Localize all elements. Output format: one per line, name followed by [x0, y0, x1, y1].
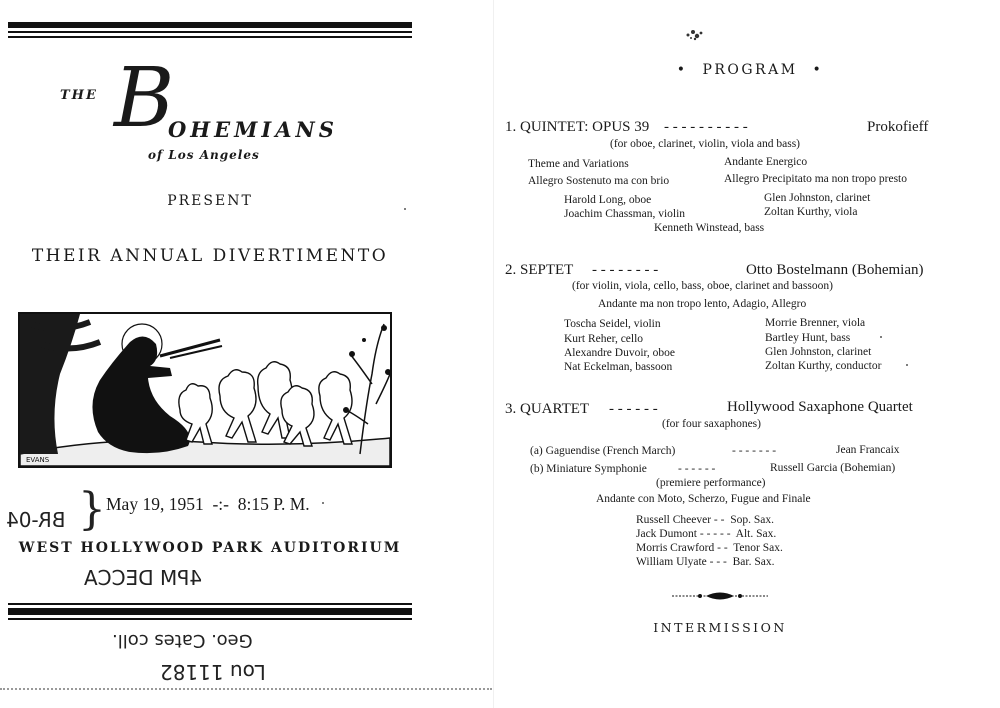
piece-1-movement: Andante Energico: [724, 156, 808, 168]
piece-1-performer: Kenneth Winstead, bass: [654, 222, 765, 234]
bottom-rule-thin-1: [8, 603, 412, 605]
present-text: PRESENT: [167, 193, 253, 209]
title-initial-b: B: [114, 51, 175, 146]
piece-3-dashes: - - - - - -: [609, 401, 658, 417]
piece-1-movement: Allegro Sostenuto ma con brio: [528, 175, 670, 187]
piece-3-work-a-dashes: - - - - - - -: [732, 445, 777, 457]
piece-3-composer: Hollywood Saxaphone Quartet: [727, 399, 913, 415]
piece-3-movements: Andante con Moto, Scherzo, Fugue and Finale: [596, 493, 811, 505]
page-fold: [493, 0, 494, 708]
piece-1-instrumentation: (for oboe, clarinet, violin, viola and bass): [610, 138, 801, 150]
scan-speck: [906, 364, 908, 366]
scan-speck: [880, 336, 882, 338]
piece-2-composer: Otto Bostelmann (Bohemian): [746, 262, 924, 278]
illustration-signature: EVANS: [26, 456, 50, 464]
piece-2-performer: Toscha Seidel, violin: [564, 318, 661, 330]
piece-1-movement: Allegro Precipitato ma non tropo presto: [724, 173, 908, 185]
piece-2-title: 2. SEPTET: [505, 262, 574, 278]
piece-3-work-b-composer: Russell Garcia (Bohemian): [770, 462, 896, 474]
piece-1-movement: Theme and Variations: [528, 158, 629, 170]
bottom-rule-thin-2: [8, 618, 412, 620]
piece-1-performer: Joachim Chassman, violin: [564, 208, 686, 220]
program-heading: [510, 62, 990, 78]
heading-dot-right: •: [812, 62, 824, 78]
piece-1-dashes: - - - - - - - - - -: [664, 119, 748, 135]
ink-blot: [684, 28, 706, 42]
piece-2-movements: Andante ma non tropo lento, Adagio, Allegro: [598, 298, 807, 310]
piece-3-work-b: (b) Miniature Symphonie: [530, 463, 647, 475]
top-rule-thin-1: [8, 31, 412, 33]
illustration-frame: [18, 312, 392, 468]
heading-dot-left: •: [676, 62, 688, 78]
annual-divertimento-heading: THEIR ANNUAL DIVERTIMENTO: [31, 246, 389, 266]
piece-3-performer: William Ulyate - - - Bar. Sax.: [636, 556, 775, 568]
piece-2-performer: Bartley Hunt, bass: [765, 332, 851, 344]
title-bohemians: OHEMIANS: [168, 117, 338, 142]
piece-3-premiere-note: (premiere performance): [656, 477, 766, 489]
title-the: THE: [60, 88, 98, 103]
piece-3-work-a: (a) Gaguendise (French March): [530, 445, 676, 457]
top-rule-thin-2: [8, 36, 412, 38]
scan-speck: [404, 208, 406, 210]
piece-2-instrumentation: (for violin, viola, cello, bass, oboe, clarinet and bassoon): [572, 280, 833, 292]
scan-edge-dots: [0, 688, 492, 690]
handwritten-br-04: BR-04: [6, 508, 66, 532]
piece-2-performer: Nat Eckelman, bassoon: [564, 361, 673, 373]
subtitle-of-los-angeles: of Los Angeles: [148, 148, 260, 162]
piece-3-performer: Morris Crawford - - Tenor Sax.: [636, 542, 783, 554]
piece-3-title: 3. QUARTET: [505, 401, 590, 417]
piece-1-composer: Prokofieff: [867, 119, 929, 135]
handwritten-decca: 4PM DECCA: [84, 566, 203, 590]
piece-2-dashes: - - - - - - - -: [592, 262, 659, 278]
piece-3-instrumentation: (for four saxaphones): [662, 418, 761, 430]
piece-2-performer: Glen Johnston, clarinet: [765, 346, 872, 358]
bottom-rule-thick: [8, 608, 412, 615]
piece-1-performer: Glen Johnston, clarinet: [764, 192, 871, 204]
handwritten-lou: Lou 11182: [160, 660, 266, 684]
intermission-label: INTERMISSION: [653, 620, 787, 635]
top-rule-thick: [8, 22, 412, 28]
handwritten-bracket: }: [78, 484, 106, 535]
piece-1-performer: Harold Long, oboe: [564, 194, 652, 206]
piece-2-performer: Morrie Brenner, viola: [765, 317, 866, 329]
piece-2-performer: Alexandre Duvoir, oboe: [564, 347, 675, 359]
piece-2-performer: Zoltan Kurthy, conductor: [765, 360, 882, 372]
event-date-time: May 19, 1951 -:- 8:15 P. M.: [106, 494, 310, 514]
handwritten-geo-cates: Geo. Cates coll.: [112, 630, 253, 651]
piece-1-performer: Zoltan Kurthy, viola: [764, 206, 858, 218]
piece-3-work-a-composer: Jean Francaix: [836, 444, 900, 456]
piece-3-work-b-dashes: - - - - - -: [678, 463, 716, 475]
scan-speck: [322, 502, 324, 504]
piper-illustration: [20, 314, 390, 466]
piece-1-title: 1. QUINTET: OPUS 39: [505, 119, 650, 135]
ornament-divider: [670, 589, 770, 603]
heading-text: PROGRAM: [702, 62, 798, 78]
piece-3-performer: Jack Dumont - - - - - Alt. Sax.: [636, 528, 777, 540]
venue: WEST HOLLYWOOD PARK AUDITORIUM: [18, 540, 402, 556]
piece-2-performer: Kurt Reher, cello: [564, 333, 644, 345]
piece-3-performer: Russell Cheever - - Sop. Sax.: [636, 514, 774, 526]
